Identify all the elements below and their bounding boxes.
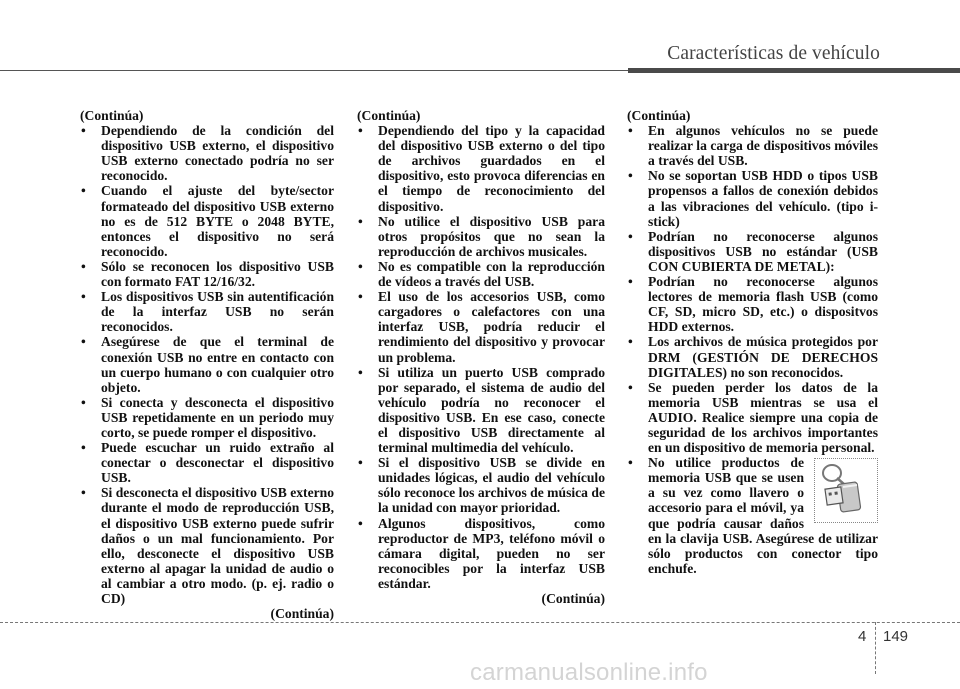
continued-label: (Continúa) bbox=[357, 108, 421, 123]
list-item: • Si utiliza un puerto USB comprado por separado, el sistema de audio del vehículo podría no reconocer el dispositivo USB. En ese caso, conecte el dispositivo USB directamente al terminal multimedia del vehículo. bbox=[357, 365, 605, 456]
list-item: • Algunos dispositivos, como reproductor de MP3, teléfono móvil o cámara digital, pueden no ser reconocibles por la interfaz USB estándar. bbox=[357, 516, 605, 591]
list-item: • Sólo se reconocen los dispositivo USB con formato FAT 12/16/32. bbox=[80, 259, 334, 289]
list-item: • No se soportan USB HDD o tipos USB propensos a fallos de conexión debidos a las vibraciones del vehículo. (tipo i-stick) bbox=[627, 168, 878, 228]
section-title: Características de vehículo bbox=[667, 43, 880, 64]
list-item: • Los dispositivos USB sin autentificación de la interfaz USB no serán reconocidos. bbox=[80, 289, 334, 334]
list-item: • Cuando el ajuste del byte/sector formateado del dispositivo USB externo no es de 512 BYTE o 2048 BYTE, entonces el dispositivo no será reconocido. bbox=[80, 183, 334, 258]
chapter-number: 4 bbox=[858, 628, 867, 645]
list-item: • Podrían no reconocerse algunos lectores de memoria flash USB (como CF, SD, micro SD, etc.) o dispositvos HDD externos. bbox=[627, 274, 878, 334]
list-item: • Dependiendo del tipo y la capacidad del dispositivo USB externo o del tipo de archivos guardados en el dispositivo, esto provoca diferencias en el tiempo de reconocimiento del dispositivo. bbox=[357, 123, 605, 214]
text-column-2 bbox=[357, 108, 605, 606]
list-item: • El uso de los accesorios USB, como cargadores o calefactores con una interfaz USB, podría reducir el rendimiento del dispositivo y provocar un problema. bbox=[357, 289, 605, 364]
list-item: • Si conecta y desconecta el dispositivo USB repetidamente en un periodo muy corto, se puede romper el dispositivo. bbox=[80, 395, 334, 440]
list-item: • Dependiendo de la condición del dispositivo USB externo, el dispositivo USB externo conectado podría no ser reconocido. bbox=[80, 123, 334, 183]
text-column-1 bbox=[80, 108, 334, 621]
list-item: • Los archivos de música protegidos por DRM (GESTIÓN DE DERECHOS DIGITALES) no son reconocidos. bbox=[627, 334, 878, 379]
list-item: • No es compatible con la reproducción de vídeos a través del USB. bbox=[357, 259, 605, 289]
footer-divider bbox=[875, 622, 876, 674]
list-item: • Se pueden perder los datos de la memoria USB mientras se usa el AUDIO. Realice siempre una copia de seguridad de los archivos importantes en un dispositivo de memoria personal. bbox=[627, 380, 878, 455]
list-item: • No utilice el dispositivo USB para otros propósitos que no sean la reproducción de archivos musicales. bbox=[357, 214, 605, 259]
list-item-text: No utilice productos de memoria USB que se usen a su vez como llavero o accesorio para el móvil, ya que podría causar daños en la clavija USB. Asegúrese de utilizar sólo productos con conector tipo enchufe. bbox=[648, 455, 878, 576]
list-item: • Asegúrese de que el terminal de conexión USB no entre en contacto con un cuerpo humano o con cualquier otro objeto. bbox=[80, 334, 334, 394]
header-bar bbox=[628, 68, 960, 73]
continued-label: (Continúa) bbox=[270, 606, 334, 622]
list-item bbox=[627, 455, 878, 576]
footer-rule bbox=[0, 622, 960, 623]
bullet-list bbox=[627, 123, 878, 576]
continued-label: (Continúa) bbox=[80, 108, 144, 123]
usb-keychain-illustration bbox=[814, 458, 878, 523]
list-item: • Podrían no reconocerse algunos dispositivos USB no estándar (USB CON CUBIERTA DE METAL): bbox=[627, 229, 878, 274]
continued-label: (Continúa) bbox=[627, 108, 691, 123]
list-item: • Puede escuchar un ruido extraño al conectar o desconectar el dispositivo USB. bbox=[80, 440, 334, 485]
watermark: carmanualsonline.info bbox=[470, 659, 708, 686]
list-item: • Si desconecta el dispositivo USB externo durante el modo de reproducción USB, el dispositivo USB externo puede sufrir daños o un mal funcionamiento. Por ello, desconecte el dispositivo USB externo al apagar la unidad de audio o al cambiar a otro modo. (p. ej. radio o CD) bbox=[80, 485, 334, 606]
usb-stick-icon bbox=[815, 459, 877, 522]
text-column-3 bbox=[627, 108, 878, 576]
list-item: • En algunos vehículos no se puede realizar la carga de dispositivos móviles a través del USB. bbox=[627, 123, 878, 168]
bullet-list bbox=[80, 123, 334, 606]
continued-label: (Continúa) bbox=[541, 591, 605, 606]
page-number: 149 bbox=[883, 628, 909, 645]
list-item: • Si el dispositivo USB se divide en unidades lógicas, el audio del vehículo sólo reconoce los archivos de música de la unidad con mayor prioridad. bbox=[357, 455, 605, 515]
bullet-list bbox=[357, 123, 605, 591]
